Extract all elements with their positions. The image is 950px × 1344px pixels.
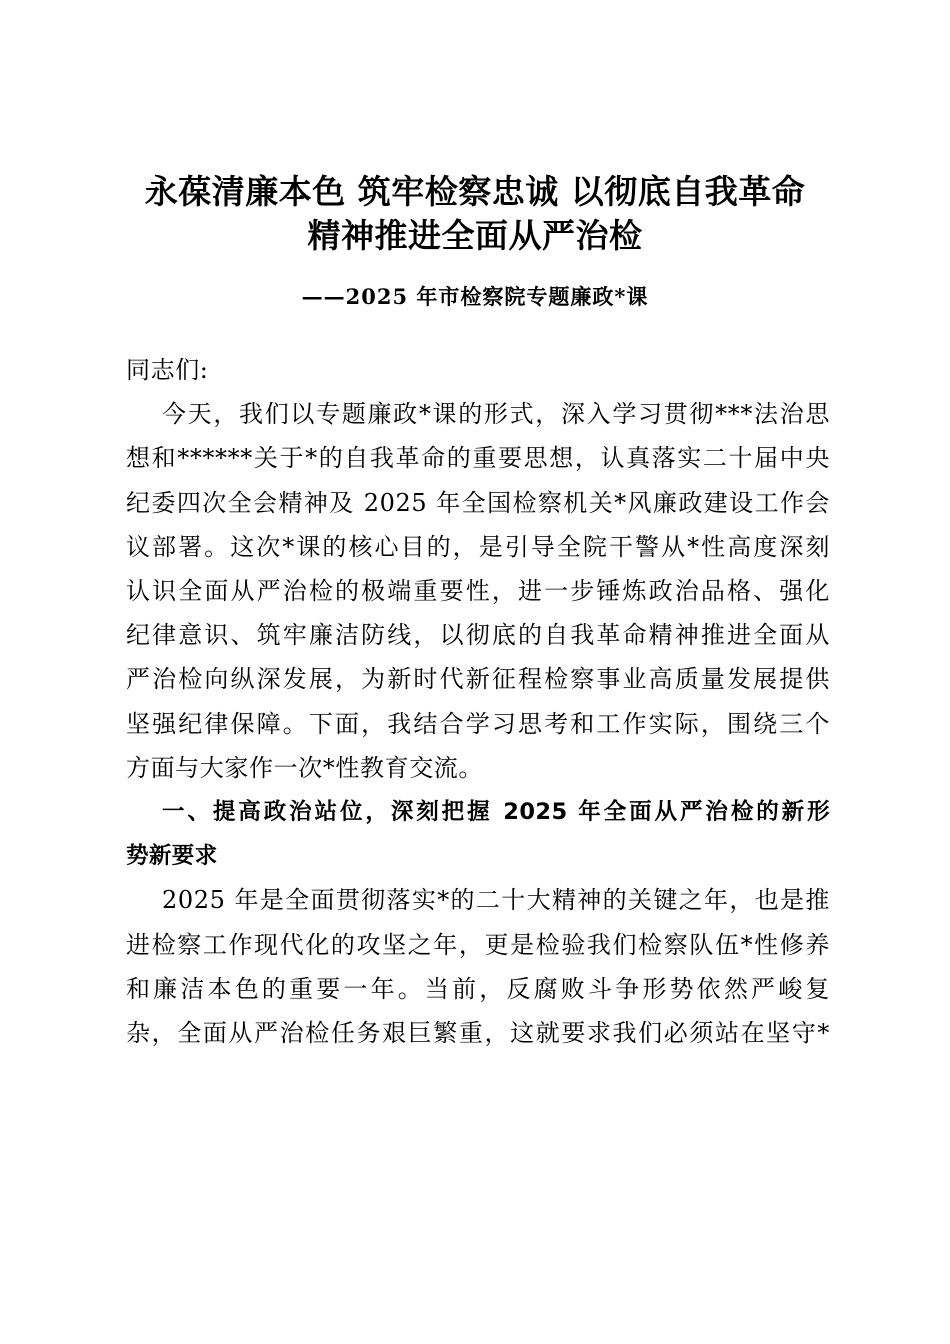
heading-line: 一、提高政治站位，深刻把握 2025 年全面从严治检的新形 [162, 799, 830, 826]
document-title-line-2: 精神推进全面从严治检 [307, 216, 643, 255]
document-title-line-1: 永葆清廉本色 筑牢检察忠诚 以彻底自我革命 [144, 172, 806, 211]
paragraph-line: 2025 年是全面贯彻落实*的二十大精神的关键之年，也是推 [162, 886, 830, 915]
paragraph-line: 纪委四次全会精神及 2025 年全国检察机关*风廉政建设工作会 [126, 488, 830, 517]
paragraph-intro [126, 392, 830, 790]
paragraph-section-1 [126, 878, 830, 1055]
paragraph-line: 想和******关于*的自我革命的重要思想，认真落实二十届中央 [126, 444, 830, 473]
paragraph-line: 议部署。这次*课的核心目的，是引导全院干警从*性高度深刻 [126, 532, 830, 561]
document-body [126, 348, 830, 1055]
heading-line: 势新要求 [126, 843, 218, 870]
paragraph-line: 今天，我们以专题廉政*课的形式，深入学习贯彻***法治思 [162, 400, 830, 429]
section-heading-1 [126, 790, 830, 878]
paragraph-line: 进检察工作现代化的攻坚之年，更是检验我们检察队伍*性修养 [126, 930, 830, 959]
document-subtitle: ——2025 年市检察院专题廉政*课 [301, 284, 649, 309]
paragraph-line: 和廉洁本色的重要一年。当前，反腐败斗争形势依然严峻复 [126, 974, 830, 1003]
paragraph-line: 严治检向纵深发展，为新时代新征程检察事业高质量发展提供 [126, 665, 830, 694]
paragraph-line: 杂，全面从严治检任务艰巨繁重，这就要求我们必须站在坚守* [126, 1019, 830, 1048]
paragraph-line: 坚强纪律保障。下面，我结合学习思考和工作实际，围绕三个 [126, 709, 830, 738]
greeting: 同志们: [126, 356, 209, 384]
paragraph-line: 纪律意识、筑牢廉洁防线，以彻底的自我革命精神推进全面从 [126, 621, 830, 650]
paragraph-line: 认识全面从严治检的极端重要性，进一步锤炼政治品格、强化 [126, 577, 830, 606]
paragraph-line: 方面与大家作一次*性教育交流。 [126, 753, 483, 782]
